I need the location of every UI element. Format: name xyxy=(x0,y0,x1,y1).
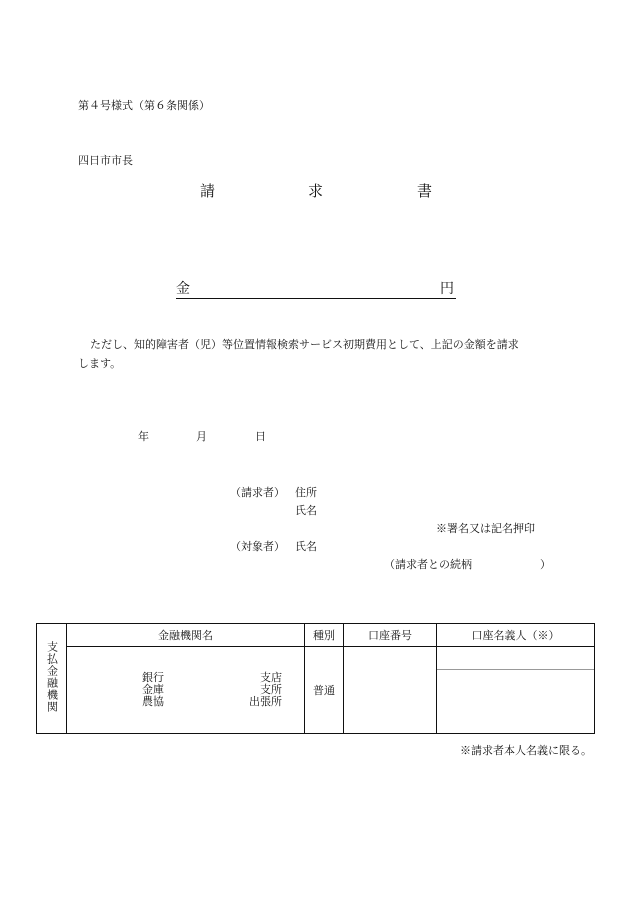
amount-suffix: 円 xyxy=(440,281,454,297)
seal-note: ※署名又は記名押印 xyxy=(436,522,535,535)
date-year: 年 xyxy=(138,430,149,443)
relation-open: （請求者との続柄 xyxy=(384,558,472,571)
institution-bank: 銀行 xyxy=(142,671,164,684)
claimant-address-label: 住所 xyxy=(295,486,317,499)
date-day: 日 xyxy=(255,430,266,443)
amount-prefix: 金 xyxy=(176,281,190,297)
body-text-line-2: します。 xyxy=(78,357,122,370)
claimant-name-label: 氏名 xyxy=(295,504,317,517)
date-month: 月 xyxy=(196,430,207,443)
institution-cell xyxy=(67,647,305,734)
institution-shinkin: 金庫 xyxy=(142,683,164,696)
header-account-no: 口座番号 xyxy=(344,624,437,647)
title-char-2: 求 xyxy=(308,182,324,200)
subject-name-label: 氏名 xyxy=(295,540,317,553)
header-holder: 口座名義人（※） xyxy=(437,624,595,647)
account-type-cell: 普通 xyxy=(305,647,344,734)
document-title xyxy=(0,180,630,200)
institution-options xyxy=(67,672,304,708)
holder-kana-row xyxy=(437,647,594,670)
footnote: ※請求者本人名義に限る。 xyxy=(460,744,592,757)
body-text-line-1: ただし、知的障害者（児）等位置情報検索サービス初期費用として、上記の金額を請求 xyxy=(90,338,519,351)
bank-side-label-text: 支払金融機関 xyxy=(45,641,59,713)
bank-table xyxy=(36,623,595,734)
account-number-cell xyxy=(344,647,437,734)
header-institution: 金融機関名 xyxy=(67,624,305,647)
relation-close: ） xyxy=(540,558,551,571)
claimant-label: （請求者） xyxy=(230,486,285,499)
branch-shinkin: 支所 xyxy=(260,683,282,696)
title-char-3: 書 xyxy=(417,182,433,200)
bank-side-label xyxy=(37,624,67,734)
branch-noukyou: 出張所 xyxy=(249,695,282,708)
institution-noukyou: 農協 xyxy=(142,695,164,708)
form-number: 第４号様式（第６条関係） xyxy=(78,99,210,112)
subject-label: （対象者） xyxy=(230,540,285,553)
branch-bank: 支店 xyxy=(260,671,282,684)
title-char-1: 請 xyxy=(200,182,216,200)
amount-underline xyxy=(176,298,456,299)
header-type: 種別 xyxy=(305,624,344,647)
addressee: 四日市市長 xyxy=(78,154,133,167)
account-holder-cell xyxy=(437,647,595,734)
